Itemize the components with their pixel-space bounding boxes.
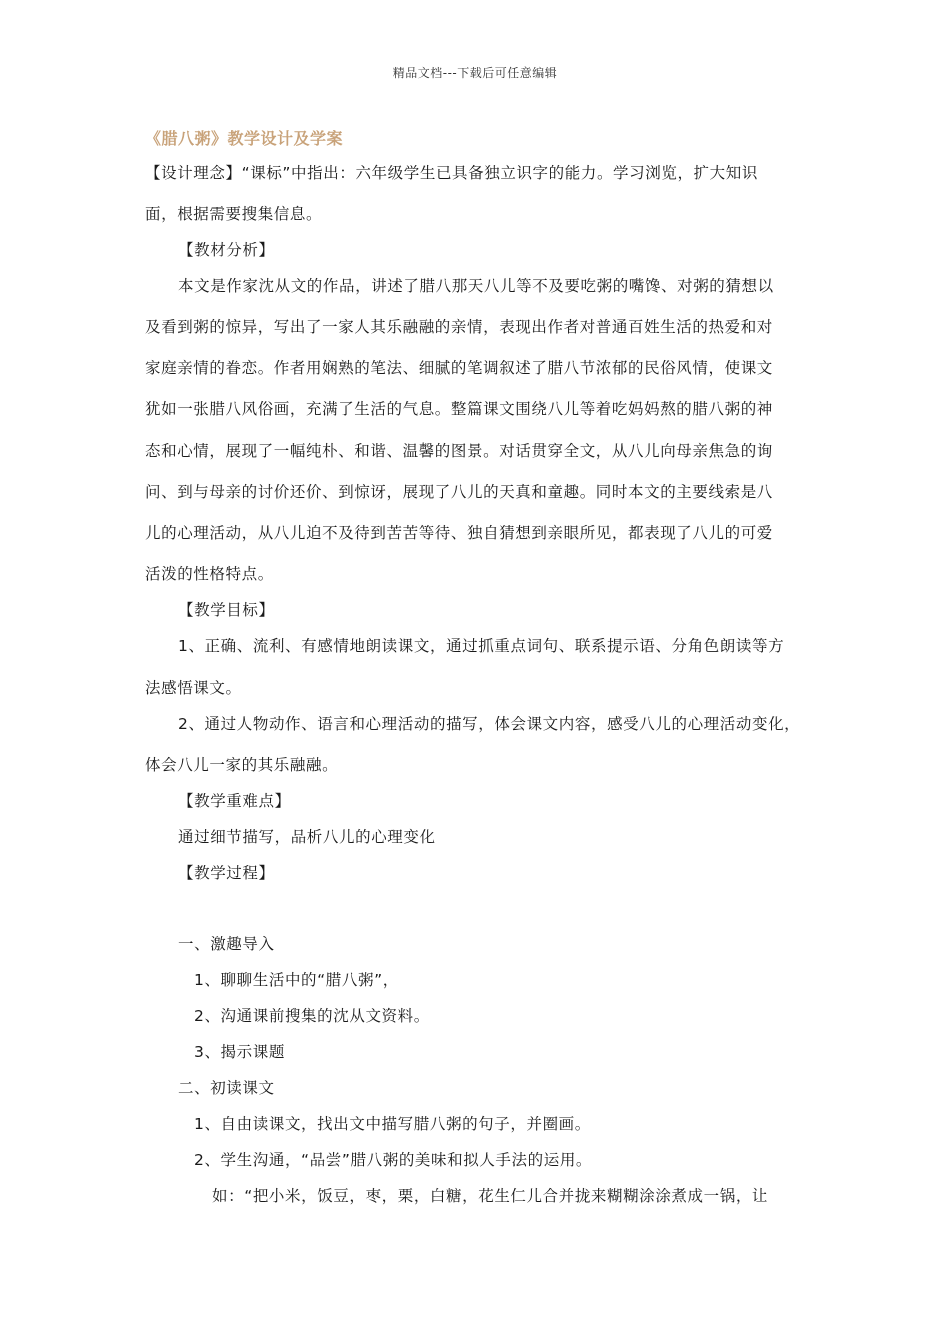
paragraph-line: 通过细节描写，品析八儿的心理变化 — [178, 828, 436, 846]
paragraph-line: 活泼的性格特点。 — [145, 565, 274, 583]
section-heading: 【教材分析】 — [178, 241, 275, 259]
paragraph-line: 【设计理念】“课标”中指出：六年级学生已具备独立识字的能力。学习浏览，扩大知识 — [145, 164, 758, 182]
paragraph-line: 1、正确、流利、有感情地朗读课文，通过抓重点词句、联系提示语、分角色朗读等方 — [178, 637, 785, 655]
list-item: 1、自由读课文，找出文中描写腊八粥的句子，并圈画。 — [194, 1115, 591, 1133]
list-item: 1、聊聊生活中的“腊八粥”， — [194, 971, 399, 989]
paragraph-line: 体会八儿一家的其乐融融。 — [145, 756, 339, 774]
page-header: 精品文档---下载后可任意编辑 — [392, 66, 558, 80]
section-heading: 【教学目标】 — [178, 601, 275, 619]
example-line: 如：“把小米，饭豆，枣，栗，白糖，花生仁儿合并拢来糊糊涂涂煮成一锅，让 — [212, 1187, 769, 1205]
paragraph-line: 犹如一张腊八风俗画，充满了生活的气息。整篇课文围绕八儿等着吃妈妈熬的腊八粥的神 — [145, 400, 773, 418]
paragraph-line: 儿的心理活动，从八儿迫不及待到苦苦等待、独自猜想到亲眼所见，都表现了八儿的可爱 — [145, 524, 773, 542]
paragraph-line: 面，根据需要搜集信息。 — [145, 205, 323, 223]
paragraph-line: 及看到粥的惊异，写出了一家人其乐融融的亲情，表现出作者对普通百姓生活的热爱和对 — [145, 318, 773, 336]
list-item: 3、揭示课题 — [194, 1043, 285, 1061]
document-title: 《腊八粥》教学设计及学案 — [145, 129, 344, 148]
paragraph-line: 法感悟课文。 — [145, 679, 242, 697]
list-item: 2、沟通课前搜集的沈从文资料。 — [194, 1007, 430, 1025]
section-heading: 【教学重难点】 — [178, 792, 291, 810]
paragraph-line: 2、通过人物动作、语言和心理活动的描写，体会课文内容，感受八儿的心理活动变化， — [178, 715, 801, 733]
step-heading: 一、激趣导入 — [178, 935, 275, 953]
paragraph-line: 家庭亲情的眷恋。作者用娴熟的笔法、细腻的笔调叙述了腊八节浓郁的民俗风情，使课文 — [145, 359, 773, 377]
list-item: 2、学生沟通，“品尝”腊八粥的美味和拟人手法的运用。 — [194, 1151, 593, 1169]
paragraph-line: 态和心情，展现了一幅纯朴、和谐、温馨的图景。对话贯穿全文，从八儿向母亲焦急的询 — [145, 442, 773, 460]
paragraph-line: 问、到与母亲的讨价还价、到惊讶，展现了八儿的天真和童趣。同时本文的主要线索是八 — [145, 483, 773, 501]
step-heading: 二、初读课文 — [178, 1079, 275, 1097]
paragraph-line: 本文是作家沈从文的作品，讲述了腊八那天八儿等不及要吃粥的嘴馋、对粥的猜想以 — [178, 277, 774, 295]
section-heading: 【教学过程】 — [178, 864, 275, 882]
